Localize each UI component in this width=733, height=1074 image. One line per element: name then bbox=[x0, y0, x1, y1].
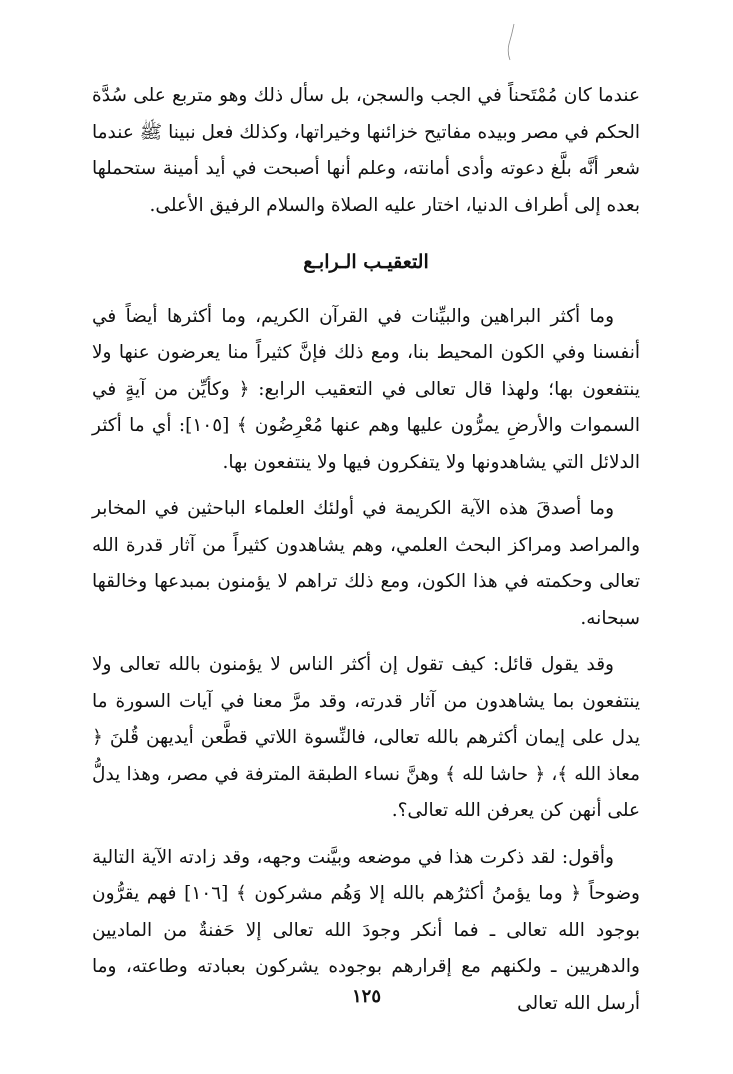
paragraph-3: وما أصدقَ هذه الآية الكريمة في أولئك العلماء الباحثين في المخابر والمراصد ومراكز البحث العلمي، وهم يشاهدون كثيراً من آثار قدرة الله تعالى وحكمته في هذا الكون، ومع ذلك تراهم لا يؤمنون بمبدعها وخالقها سبحانه. bbox=[92, 498, 640, 629]
page-number: ١٢٥ bbox=[351, 986, 381, 1007]
section-heading: التعقيـب الـرابـع bbox=[303, 251, 429, 273]
paragraph-1: عندما كان مُمْتَحناً في الجب والسجن، بل سأل ذلك وهو متربع على سُدَّة الحكم في مصر وبيده مفاتيح خزائنها وخيراتها، وكذلك فعل نبينا ﷺ عندما شعر أنَّه بلَّغ دعوته وأدى أمانته، وعلم أنها أصبحت في أيد أمينة ستحملها بعده إلى أطراف الدنيا، اختار عليه الصلاة والسلام الرفيق الأعلى. bbox=[92, 85, 640, 216]
paragraph-5: وأقول: لقد ذكرت هذا في موضعه وبيَّنت وجهه، وقد زادته الآية التالية وضوحاً ﴿ وما يؤمنُ أكثرُهم بالله إلا وَهُم مشركون ﴾ [١٠٦] فهم يقرُّون بوجود الله تعالى ـ فما أنكر وجودَ الله تعالى إلا حَفنةٌ من الماديين والدهريين ـ ولكنهم مع إقرارهم بوجوده يشركون بعبادته وطاعته، وما أرسل الله تعالى bbox=[92, 846, 640, 1014]
paragraph-4: وقد يقول قائل: كيف تقول إن أكثر الناس لا يؤمنون بالله تعالى ولا ينتفعون بما يشاهدون من آثار قدرته، وقد مرَّ معنا في آيات السورة ما يدل على إيمان أكثرهم بالله تعالى، فالنِّسوة اللاتي قطَّعن أيديهن قُلنَ ﴿ معاذ الله ﴾، ﴿ حاشا لله ﴾ وهنَّ نساء الطبقة المترفة في مصر، وهذا يدلُّ على أنهن كن يعرفن الله تعالى؟. bbox=[92, 654, 640, 821]
margin-pencil-mark bbox=[500, 22, 520, 72]
paragraph-2: وما أكثر البراهين والبيِّنات في القرآن الكريم، وما أكثرها أيضاً في أنفسنا وفي الكون المحيط بنا، ومع ذلك فإنَّ كثيراً منا يعرضون عنها ولا ينتفعون بها؛ ولهذا قال تعالى في التعقيب الرابع: ﴿ وكأيِّن من آيةٍ في السموات والأرضِ يمرُّون عليها وهم عنها مُعْرِضُون ﴾ [١٠٥]: أي ما أكثر الدلائل التي يشاهدونها ولا يتفكرون فيها ولا ينتفعون بها. bbox=[92, 305, 641, 473]
page-body bbox=[92, 78, 640, 1022]
